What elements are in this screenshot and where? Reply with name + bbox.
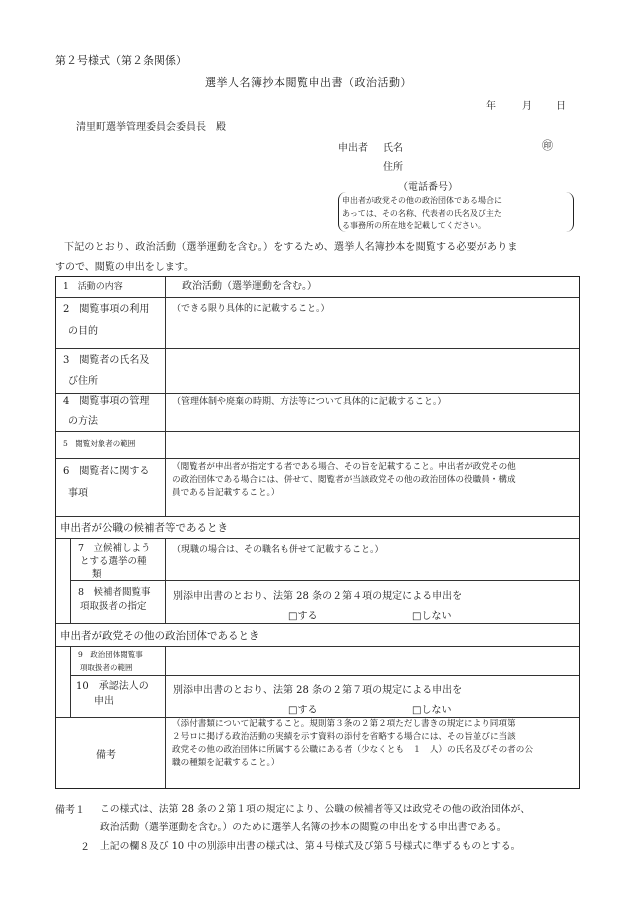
date-year: 年 <box>486 101 496 112</box>
row-4-label-2: の方法 <box>68 416 98 427</box>
row-3-label-1: 3 閲覧者の氏名及 <box>63 355 150 366</box>
row-7-label-line: 類 <box>92 569 102 580</box>
footnote-1-label: 備考１ <box>55 805 85 816</box>
row-6-note-line: （閲覧者が申出者が指定する者である場合、その旨を記載すること。申出者が政党その他 <box>172 462 516 472</box>
form-number: 第２号様式（第２条関係） <box>55 54 187 67</box>
row-8-label-line: 8 候補者閲覧事 <box>78 587 151 598</box>
row-2-label-1: 2 閲覧事項の利用 <box>63 304 150 315</box>
row-10-yes-checkbox[interactable]: □する <box>288 705 318 716</box>
applicant-label: 申出者 <box>338 143 368 154</box>
remarks-note-line: 職の種類を記載すること。） <box>172 758 280 768</box>
row-6-label-1: 6 閲覧者に関する <box>63 466 150 477</box>
row-1-label: 1 活動の内容 <box>63 282 123 292</box>
row-3-label-2: び住所 <box>68 376 98 387</box>
row-7-note: （現職の場合は、その職名も併せて記載すること。） <box>172 545 384 555</box>
footnote-1-line: この様式は、法第 28 条の２第１項の規定により、公職の候補者等又は政党その他の政治団体が、 <box>100 804 531 815</box>
row-10-label <box>76 679 149 709</box>
intro-line-2: すので、閲覧の申出をします。 <box>55 262 194 273</box>
row-6-note-line: の政治団体である場合には、併せて、閲覧者が当該政党その他の政治団体の役職員・構成 <box>172 475 516 485</box>
footnote-1-line: 政治活動（選挙運動を含む。）のために選挙人名簿の抄本の閲覧の申出をする申出書である。 <box>100 822 507 833</box>
row-10-label-line: 申出 <box>94 696 114 707</box>
row-8-yes-checkbox[interactable]: □する <box>288 611 318 622</box>
section-party: 申出者が政党その他の政治団体であるとき <box>60 630 260 642</box>
remarks-label: 備考 <box>96 750 116 761</box>
row-10-no-checkbox[interactable]: □しない <box>412 705 452 716</box>
row-8-label <box>78 586 151 614</box>
row-9-label <box>78 648 143 674</box>
row-6-note <box>172 461 516 500</box>
row-4-note: （管理体制や廃棄の時期、方法等について具体的に記載すること。） <box>172 397 447 407</box>
row-10-label-line: 10 承認法人の <box>76 681 149 692</box>
remarks-note-line: ２号ロに掲げる政治活動の実績を示す資料の添付を省略する場合には、その旨並びに当該 <box>172 732 516 742</box>
remarks-note-line: （添付書類について記載すること。規則第３条の２第２項ただし書きの規定により同項第 <box>172 719 516 729</box>
section-candidate: 申出者が公職の候補者等であるとき <box>60 522 228 534</box>
row-1-value: 政治活動（選挙運動を含む。） <box>182 281 317 292</box>
row-5-label: 5 閲覧対象者の範囲 <box>63 439 136 448</box>
remarks-note <box>172 718 533 770</box>
footnote-2-label: ２ <box>80 842 90 853</box>
page-title: 選挙人名簿抄本閲覧申出書（政治活動） <box>205 76 412 89</box>
intro-line-1: 下記のとおり、政治活動（選挙運動を含む。）をするため、選挙人名簿抄本を閲覧する必要がありま <box>64 242 518 253</box>
row-2-note: （できる限り具体的に記載すること。） <box>172 304 330 314</box>
row-4-label-1: 4 閲覧事項の管理 <box>63 396 150 407</box>
row-9-label-line: 項取扱者の範囲 <box>80 663 133 672</box>
row-6-note-line: 員である旨記載すること。） <box>172 488 280 498</box>
row-8-label-line: 項取扱者の指定 <box>80 601 147 612</box>
row-8-no-checkbox[interactable]: □しない <box>412 611 452 622</box>
footnote-1 <box>100 801 530 837</box>
row-9-label-line: 9 政治団体閲覧事 <box>78 650 143 659</box>
applicant-name-label: 氏名 <box>383 143 403 154</box>
application-table <box>55 276 580 789</box>
applicant-phone-label: （電話番号） <box>398 182 458 193</box>
seal-mark: ㊞ <box>542 139 553 152</box>
row-7-label <box>78 542 151 581</box>
footnote-2: 上記の欄８及び 10 中の別添申出書の様式は、第４号様式及び第５号様式に準ずるものとする。 <box>100 841 521 852</box>
addressee: 清里町選挙管理委員会委員長 殿 <box>76 122 226 133</box>
remarks-note-line: 政党その他の政治団体に所属する公職にある者（少なくとも １ 人）の氏名及びその者の公 <box>172 745 533 755</box>
date-month: 月 <box>522 101 532 112</box>
applicant-note-line: あっては、その名称、代表者の氏名及び主た <box>342 208 502 218</box>
date-day: 日 <box>556 101 566 112</box>
applicant-address-label: 住所 <box>383 162 403 173</box>
applicant-note <box>342 195 502 233</box>
row-7-label-line: 7 立候補しよう <box>78 543 151 554</box>
row-7-label-line: とする選挙の種 <box>80 556 147 567</box>
applicant-note-line: る事務所の所在地を記載してください。 <box>342 221 486 230</box>
row-10-text: 別添申出書のとおり、法第 28 条の２第７項の規定による申出を <box>173 685 463 696</box>
row-8-text: 別添申出書のとおり、法第 28 条の２第４項の規定による申出を <box>173 591 463 602</box>
row-6-label-2: 事項 <box>68 488 88 499</box>
row-2-label-2: の目的 <box>68 326 98 337</box>
applicant-note-line: 申出者が政党その他の政治団体である場合に <box>342 196 502 205</box>
